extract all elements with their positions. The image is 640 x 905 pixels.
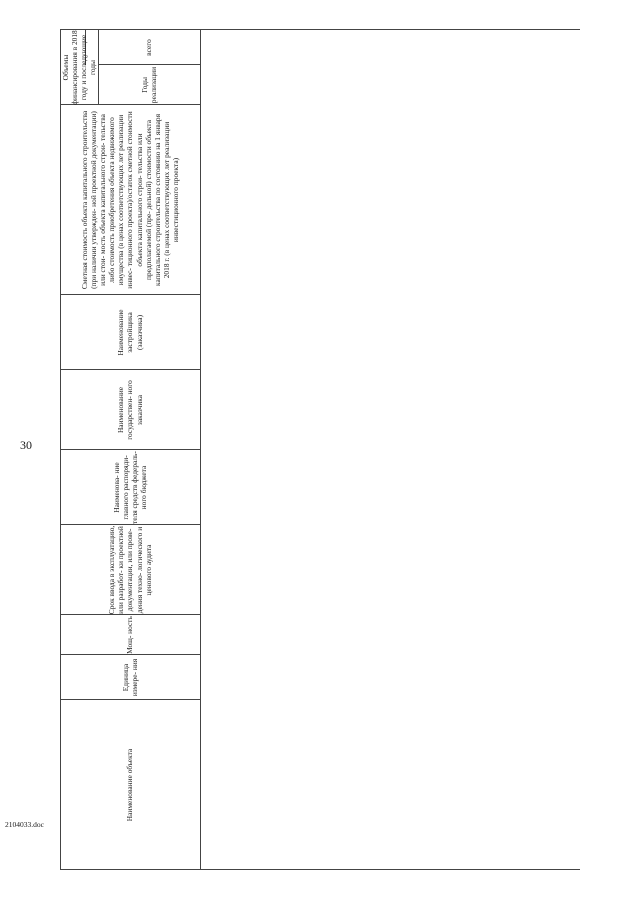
page-number: 30 — [20, 438, 32, 452]
capital-construction-table — [60, 30, 580, 870]
header-total-text: всего — [144, 39, 154, 56]
document-code: 2104033.doc — [5, 820, 44, 829]
header-unit — [60, 655, 200, 700]
header-financing — [60, 30, 98, 105]
header-deadline-text: Срок ввода в эксплуатацию, или разработ- ки проектной документации, или прове- дения техно- логического и ценового аудита — [107, 525, 153, 615]
header-manager-text: Наименова- ние главного распоряди- теля средств федераль- ного бюджета — [111, 451, 149, 524]
header-capacity — [60, 615, 200, 655]
header-unit-text: Единица измере- ния — [120, 658, 139, 697]
header-deadline — [60, 525, 200, 615]
header-total — [98, 30, 200, 65]
header-estimate — [60, 105, 200, 295]
header-developer — [60, 295, 200, 370]
header-estimate-text: Сметная стоимость объекта капитального строительства (при наличии утвержден- ной проектной документации) или стои- мость объекта капитального строи- тельства либо стоимость приобретения объекта недвижимого имущества (в ценах соответствующих лет реализации инвес- тиционного проекта)/остаток сметной стоимости объекта капитального строи- тельства или предполагаемой (пре- дельной) стоимости объекта капитального строительства по состоянию на 1 января 2018 г. (в ценах соответствующих лет реализации инвестиционного проекта) — [80, 110, 180, 290]
header-name-text: Наименование объекта — [125, 748, 135, 822]
header-financing-text: Объемы финансирования в 2018 году и последующие годы — [60, 30, 98, 105]
header-manager — [60, 450, 200, 525]
header-capacity-text: Мощ- ность — [125, 616, 135, 654]
header-developer-text: Наименование застройщика (заказчика) — [116, 309, 144, 356]
header-years — [98, 65, 200, 105]
header-customer-text: Наименование государствен- ного заказчика — [116, 380, 144, 440]
header-name — [60, 700, 200, 870]
header-customer — [60, 370, 200, 450]
header-years-text: Годы реализации — [139, 66, 158, 104]
